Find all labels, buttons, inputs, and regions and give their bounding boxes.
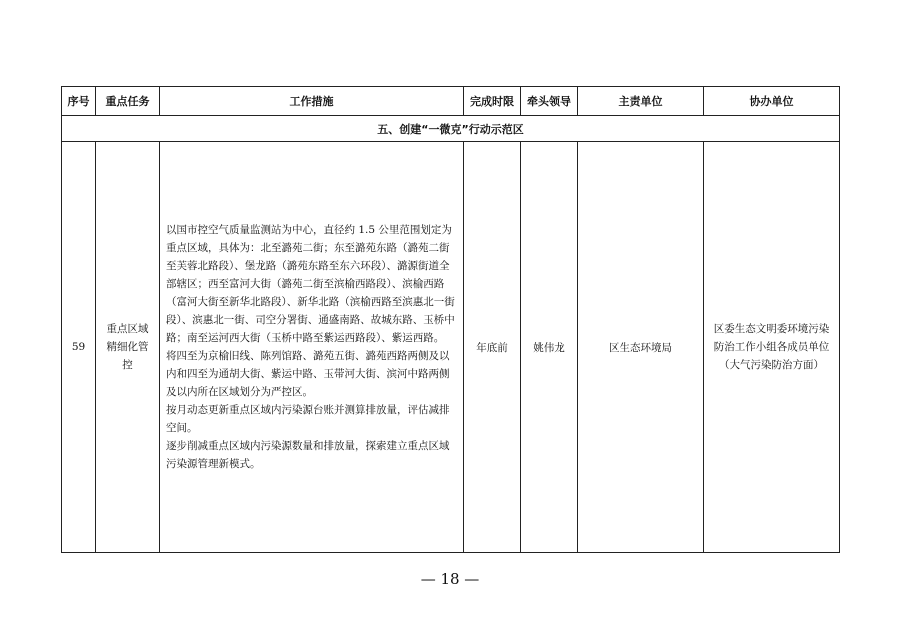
measure-paragraph: 以国市控空气质量监测站为中心，直径约 1.5 公里范围划定为重点区域，具体为：北至潞苑二街；东至潞苑东路（潞苑二街至芙蓉北路段）、堡龙路（潞苑东路至东六环段）、潞源街道全部辖区；西至富河大街（潞苑二街至滨榆西路段）、滨榆西路（富河大街至新华北路段）、新华北路（滨榆西路至滨惠北一街段）、滨惠北一街、司空分署街、通盛南路、故城东路、玉桥中路；南至运河西大街（玉桥中路至紫运西路段）、紫运西路。 — [166, 224, 455, 344]
measure-paragraph: 将四至为京榆旧线、陈列馆路、潞苑五街、潞苑西路两侧及以内和四至为通胡大街、紫运中路、玉带河大街、滨河中路两侧及以内所在区域划分为严控区。 — [166, 350, 450, 398]
row-deadline: 年底前 — [464, 142, 521, 553]
row-assisting-text: 区委生态文明委环境污染防治工作小组各成员单位（大气污染防治方面） — [713, 323, 830, 371]
header-measures: 工作措施 — [160, 87, 464, 116]
header-no: 序号 — [62, 87, 96, 116]
header-assisting: 协办单位 — [704, 87, 840, 116]
row-responsible: 区生态环境局 — [578, 142, 704, 553]
section-title: 五、创建“一微克”行动示范区 — [62, 116, 840, 142]
header-deadline: 完成时限 — [464, 87, 521, 116]
header-row — [62, 87, 840, 116]
row-number: 59 — [62, 142, 96, 553]
measure-paragraph: 逐步削减重点区域内污染源数量和排放量，探索建立重点区域污染源管理新模式。 — [166, 440, 450, 470]
work-plan-table — [61, 86, 840, 553]
table-row — [62, 142, 840, 553]
row-lead: 姚伟龙 — [521, 142, 578, 553]
header-responsible: 主责单位 — [578, 87, 704, 116]
row-measures — [160, 142, 464, 553]
row-assisting — [704, 142, 840, 553]
row-task — [96, 142, 160, 553]
row-task-text: 重点区域精细化管控 — [106, 323, 149, 371]
section-row — [62, 116, 840, 142]
header-task: 重点任务 — [96, 87, 160, 116]
measure-paragraph: 按月动态更新重点区域内污染源台账并测算排放量，评估减排空间。 — [166, 404, 450, 434]
page-number: — 18 — — [420, 570, 480, 588]
header-lead: 牵头领导 — [521, 87, 578, 116]
